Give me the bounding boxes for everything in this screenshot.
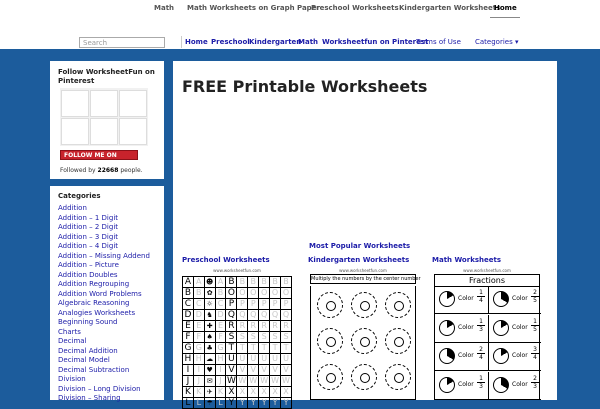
sub-nav-home[interactable]: Home — [185, 38, 208, 46]
trace-letter: P — [270, 299, 281, 310]
trace-letter: E — [193, 321, 204, 332]
trace-letter: Y — [248, 398, 259, 409]
letter-cell: U — [226, 354, 237, 365]
category-link[interactable]: Beginning Sound — [58, 318, 118, 326]
sheet-heading: Fractions — [434, 274, 540, 287]
category-link[interactable]: Charts — [58, 327, 81, 336]
numerator: 1 — [477, 375, 485, 383]
letter-cell: V — [226, 365, 237, 376]
trace-letter: P — [248, 299, 259, 310]
pin-thumbnail[interactable] — [61, 118, 89, 145]
trace-letter: V — [281, 365, 292, 376]
trace-letter: W — [282, 376, 290, 385]
letter-cell: F — [183, 332, 194, 343]
category-link[interactable]: Addition – 2 Digit — [58, 223, 119, 231]
letter-cell: E — [183, 321, 194, 332]
sheet-source: www.worksheetfun.com — [463, 268, 511, 273]
trace-letter: S — [259, 332, 270, 343]
category-link[interactable]: Addition – Picture — [58, 261, 119, 269]
math-worksheet-thumbnail[interactable] — [432, 268, 542, 400]
main-content — [173, 61, 557, 408]
trace-letter: C — [193, 299, 204, 310]
category-link[interactable]: Division – Long Division — [58, 384, 141, 393]
trace-letter: A — [215, 277, 226, 288]
categories-widget — [50, 186, 164, 400]
math-worksheets-link[interactable]: Math Worksheets — [432, 256, 502, 264]
letter-cell: J — [183, 376, 194, 387]
top-nav-home[interactable]: Home — [494, 4, 517, 12]
denominator: 4 — [533, 354, 537, 361]
trace-letter: R — [259, 321, 270, 332]
trace-letter: O — [270, 288, 281, 299]
fraction-value — [531, 375, 539, 390]
letter-cell: B — [183, 288, 194, 299]
trace-letter: Y — [259, 398, 270, 409]
numerator: 2 — [531, 375, 539, 383]
letter-cell: Q — [227, 310, 235, 320]
letter-row — [183, 277, 292, 288]
letter-cell: A — [183, 277, 194, 288]
trace-letter: L — [215, 398, 226, 409]
pie-icon — [439, 320, 455, 336]
trace-letter: S — [248, 332, 259, 343]
letter-cell: G — [184, 343, 192, 353]
picture-icon: ☻ — [206, 278, 214, 286]
trace-letter: Y — [237, 398, 248, 409]
pie-icon — [439, 348, 455, 364]
trace-letter: O — [248, 288, 259, 299]
pie-icon — [493, 377, 509, 393]
trace-letter: W — [238, 376, 247, 385]
active-underline — [490, 17, 520, 18]
trace-letter: U — [270, 354, 281, 365]
trace-letter: R — [237, 321, 248, 332]
letter-cell: O — [227, 288, 235, 298]
category-link[interactable]: Analogies Worksheets — [58, 308, 136, 317]
picture-icon: ☼ — [204, 299, 215, 310]
sub-nav-pinterest[interactable]: Worksheetfun on Pinterest — [322, 38, 429, 46]
kindergarten-worksheet-thumbnail[interactable] — [308, 268, 421, 400]
trace-letter: R — [248, 321, 259, 332]
category-link[interactable]: Addition Doubles — [58, 270, 118, 279]
numerator: 1 — [477, 289, 485, 297]
trace-letter: V — [237, 365, 248, 376]
color-label: Color — [458, 352, 474, 359]
color-label: Color — [512, 380, 528, 388]
multiplication-wheels — [310, 286, 416, 400]
most-popular-link[interactable]: Most Popular Worksheets — [309, 242, 411, 250]
trace-letter: W — [260, 376, 269, 385]
nav-divider — [181, 36, 182, 48]
trace-letter: T — [248, 343, 259, 354]
trace-letter: X — [259, 387, 270, 398]
fraction-value — [531, 318, 539, 333]
trace-letter: Y — [281, 398, 292, 409]
top-nav-graph-paper[interactable]: Math Worksheets on Graph Paper — [187, 4, 320, 12]
fraction-value — [477, 318, 485, 333]
trace-letter: W — [249, 376, 258, 385]
trace-letter: J — [193, 376, 204, 387]
top-nav — [0, 4, 600, 18]
letter-cell: H — [183, 354, 194, 365]
pie-icon — [493, 348, 509, 364]
followed-prefix: Followed by — [60, 167, 96, 174]
trace-letter: U — [281, 354, 292, 365]
trace-letter: C — [215, 299, 226, 310]
trace-letter: Q — [270, 310, 281, 321]
trace-letter: B — [259, 277, 270, 288]
fraction-item — [435, 286, 488, 314]
letter-cell: X — [226, 387, 237, 398]
kindergarten-worksheets-link[interactable]: Kindergarten Worksheets — [308, 256, 410, 264]
letter-cell: P — [226, 299, 237, 310]
category-link[interactable]: Addition — [58, 204, 87, 212]
fraction-value — [531, 289, 539, 304]
sheet-source: www.worksheetfun.com — [213, 268, 261, 273]
fraction-value — [531, 346, 539, 361]
fraction-value — [477, 375, 485, 390]
trace-letter: U — [248, 354, 259, 365]
trace-letter: J — [215, 376, 226, 387]
multiplication-wheel — [351, 292, 377, 318]
letter-cell: L — [183, 398, 194, 409]
trace-letter: L — [193, 398, 204, 409]
letter-row — [183, 365, 292, 376]
picture-icon: ♣ — [204, 343, 215, 354]
picture-icon: ♠ — [204, 332, 215, 343]
pie-icon — [439, 377, 455, 393]
pinterest-widget-title: Follow WorksheetFun on Pinterest — [58, 68, 155, 85]
trace-letter: Q — [259, 310, 270, 321]
multiplication-wheel — [385, 292, 411, 318]
multiplication-wheel — [317, 292, 343, 318]
color-label: Color — [512, 352, 528, 359]
multiplication-wheel — [385, 328, 411, 354]
sub-nav-categories[interactable] — [475, 38, 518, 46]
multiplication-wheel — [317, 364, 343, 390]
letter-row — [183, 321, 292, 332]
page-title: FREE Printable Worksheets — [182, 77, 428, 96]
trace-letter: W — [271, 376, 280, 385]
sheet-heading: Multiply the numbers by the center number — [311, 276, 421, 282]
trace-letter: Q — [237, 310, 248, 321]
denominator: 3 — [533, 382, 537, 390]
trace-letter: B — [281, 277, 292, 288]
multiplication-wheel — [351, 328, 377, 354]
numerator: 3 — [531, 346, 539, 354]
letter-row — [183, 343, 292, 354]
trace-letter: X — [248, 387, 259, 398]
category-link[interactable]: Addition – 4 Digit — [58, 242, 119, 250]
sheet-source: www.worksheetfun.com — [339, 268, 387, 273]
category-link[interactable]: Addition Regrouping — [58, 280, 130, 288]
pin-thumbnail[interactable] — [90, 90, 118, 117]
sub-nav-terms[interactable]: Terms of Use — [416, 38, 461, 46]
sub-nav-preschool[interactable]: Preschool — [211, 38, 250, 46]
trace-letter: T — [270, 343, 281, 354]
follower-count — [60, 167, 143, 174]
denominator: 4 — [479, 354, 483, 361]
sub-nav — [0, 38, 600, 48]
trace-letter: B — [248, 277, 259, 288]
letter-row — [183, 310, 292, 321]
fraction-item — [488, 372, 541, 400]
fraction-item — [435, 315, 488, 343]
trace-letter: I — [215, 365, 226, 376]
pie-icon — [493, 291, 509, 307]
trace-letter: S — [270, 332, 281, 343]
trace-letter: F — [215, 332, 226, 343]
letter-cell: B — [226, 277, 237, 288]
trace-letter: T — [281, 343, 292, 354]
picture-icon: ☂ — [204, 398, 215, 409]
trace-letter: X — [237, 387, 248, 398]
trace-letter: K — [193, 387, 204, 398]
picture-icon: ☁ — [206, 355, 214, 363]
denominator: 3 — [479, 382, 483, 390]
color-label: Color — [512, 323, 528, 331]
trace-letter: X — [281, 387, 292, 398]
picture-icon: ♥ — [204, 365, 215, 376]
category-link[interactable]: Decimal Model — [58, 356, 110, 364]
letter-cell: W — [226, 376, 236, 386]
category-link[interactable]: Addition – 3 Digit — [58, 232, 119, 241]
letter-cell: D — [184, 310, 192, 320]
trace-letter: Q — [281, 310, 292, 321]
trace-letter: G — [215, 343, 226, 354]
multiplication-wheel — [385, 364, 411, 390]
followers-number: 22668 — [97, 167, 119, 174]
category-link[interactable]: Decimal Addition — [58, 346, 118, 355]
top-nav-math[interactable]: Math — [154, 4, 175, 12]
pie-icon — [439, 291, 455, 307]
trace-letter: V — [259, 365, 270, 376]
fraction-item — [488, 343, 541, 371]
picture-icon: ✈ — [204, 387, 215, 398]
fractions-grid — [434, 286, 540, 400]
denominator: 5 — [533, 297, 537, 304]
trace-letter: R — [281, 321, 292, 332]
trace-letter: T — [237, 343, 248, 354]
trace-letter: P — [281, 299, 292, 310]
category-link[interactable]: Addition – Missing Addend — [58, 251, 150, 260]
trace-letter: F — [193, 332, 204, 343]
trace-letter: U — [259, 354, 270, 365]
trace-letter: R — [270, 321, 281, 332]
trace-letter: V — [248, 365, 259, 376]
trace-letter: X — [270, 387, 281, 398]
letter-row — [183, 299, 292, 310]
categories-list — [58, 204, 150, 404]
letter-row — [183, 332, 292, 343]
color-label: Color — [458, 295, 474, 302]
trace-letter: H — [215, 354, 226, 365]
trace-letter: I — [193, 365, 204, 376]
fraction-item — [488, 315, 541, 343]
letter-cell: R — [226, 321, 237, 332]
category-link[interactable]: Algebraic Reasoning — [58, 299, 130, 307]
picture-icon: ✉ — [204, 376, 215, 387]
picture-icon: ♞ — [204, 310, 215, 321]
multiplication-wheel — [351, 364, 377, 390]
denominator: 5 — [533, 325, 537, 333]
letter-cell: T — [226, 343, 237, 354]
sub-nav-math[interactable]: Math — [298, 38, 319, 46]
trace-letter: B — [193, 288, 204, 299]
trace-letter: S — [237, 332, 248, 343]
preschool-worksheets-link[interactable]: Preschool Worksheets — [182, 256, 270, 264]
fraction-value — [477, 289, 485, 304]
fraction-item — [435, 343, 488, 371]
denominator: 4 — [479, 297, 483, 304]
multiplication-wheel — [317, 328, 343, 354]
trace-letter: O — [237, 288, 248, 299]
category-link[interactable]: Decimal Subtraction — [58, 365, 130, 374]
fraction-value — [477, 346, 485, 361]
fraction-item — [435, 372, 488, 400]
trace-letter: G — [193, 343, 204, 354]
trace-letter: U — [237, 354, 248, 365]
trace-letter: V — [270, 365, 281, 376]
picture-icon: ✿ — [204, 288, 215, 299]
letter-cell: Y — [226, 398, 237, 409]
trace-letter: B — [215, 288, 226, 299]
color-label: Color — [512, 295, 528, 302]
top-nav-kindergarten[interactable]: Kindergarten Worksheets — [399, 4, 501, 12]
pinterest-follow-button[interactable]: FOLLOW ME ON Pinterest — [60, 150, 138, 160]
letter-row — [183, 398, 292, 409]
category-link[interactable]: Addition Word Problems — [58, 289, 142, 298]
trace-letter: S — [281, 332, 292, 343]
letter-grid — [182, 276, 292, 409]
pinterest-widget — [50, 61, 164, 179]
trace-letter: K — [215, 387, 226, 398]
fraction-item — [488, 286, 541, 314]
letter-row — [183, 376, 292, 387]
numerator: 1 — [477, 318, 485, 326]
category-link[interactable]: Division – Sharing — [58, 394, 121, 402]
trace-letter: B — [270, 277, 281, 288]
pin-thumbnail[interactable] — [61, 90, 89, 117]
trace-letter: Q — [248, 310, 259, 321]
pin-thumbnail[interactable] — [119, 90, 147, 117]
numerator: 1 — [531, 318, 539, 326]
category-link[interactable]: Division — [58, 375, 86, 383]
trace-letter: B — [237, 277, 248, 288]
letter-row — [183, 354, 292, 365]
categories-label: Categories — [475, 38, 513, 46]
trace-letter: O — [259, 288, 270, 299]
categories-title: Categories — [58, 192, 101, 200]
category-link[interactable]: Addition – 1 Digit — [58, 213, 119, 222]
numerator: 2 — [477, 346, 485, 354]
letter-cell: S — [226, 332, 237, 343]
trace-letter: Y — [270, 398, 281, 409]
trace-letter: P — [259, 299, 270, 310]
top-nav-preschool[interactable]: Preschool Worksheets — [311, 4, 399, 12]
trace-letter: E — [215, 321, 226, 332]
numerator: 2 — [531, 289, 539, 297]
letter-cell: K — [183, 387, 194, 398]
trace-letter: P — [237, 299, 248, 310]
denominator: 3 — [479, 325, 483, 333]
chevron-down-icon: ▾ — [514, 38, 519, 46]
pin-thumbnail[interactable] — [119, 118, 147, 145]
preschool-worksheet-thumbnail[interactable] — [182, 268, 292, 408]
trace-letter: A — [193, 277, 204, 288]
letter-cell: C — [183, 299, 194, 310]
trace-letter: D — [215, 310, 226, 321]
trace-letter: H — [193, 354, 204, 365]
trace-letter: D — [193, 310, 204, 321]
picture-icon: ✚ — [204, 321, 215, 332]
followed-suffix: people. — [120, 167, 143, 174]
letter-cell: I — [183, 365, 194, 376]
letter-row — [183, 387, 292, 398]
sub-nav-kindergarten[interactable]: Kindergarten — [249, 38, 302, 46]
trace-letter: O — [281, 288, 292, 299]
pie-icon — [493, 320, 509, 336]
pinterest-thumbnails[interactable] — [60, 88, 148, 146]
color-label: Color — [458, 380, 474, 388]
letter-row — [183, 288, 292, 299]
color-label: Color — [458, 323, 474, 331]
trace-letter: T — [259, 343, 270, 354]
pin-thumbnail[interactable] — [90, 118, 118, 145]
category-link[interactable]: Decimal — [58, 337, 87, 345]
